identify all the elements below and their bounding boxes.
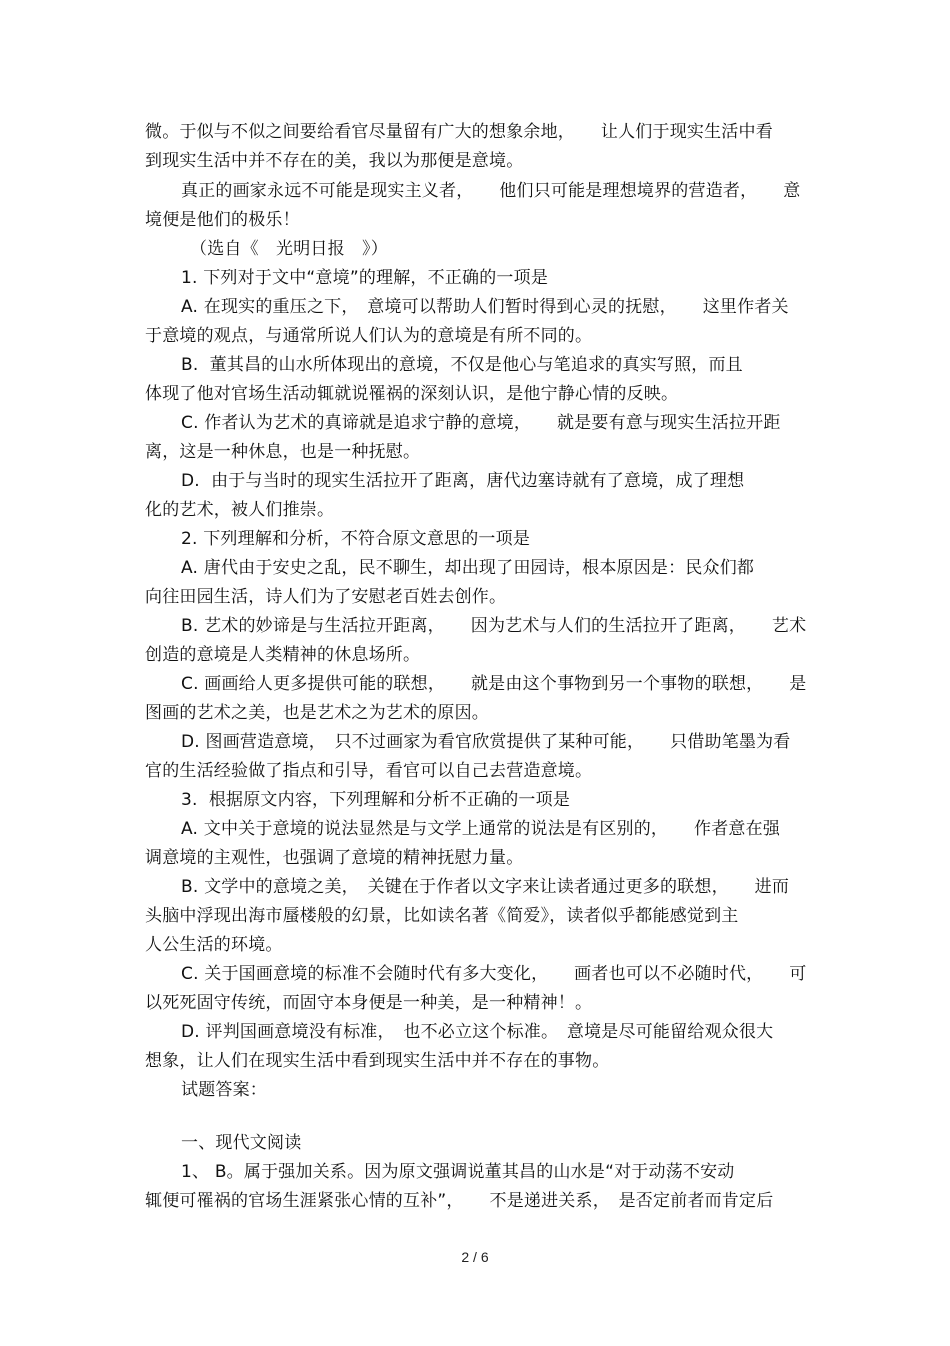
text-line: A. 文中关于意境的说法显然是与文学上通常的说法是有区别的， 作者意在强	[181, 819, 781, 839]
text-line: A. 唐代由于安史之乱，民不聊生，却出现了田园诗，根本原因是：民众们都	[181, 558, 755, 578]
text-line: 头脑中浮现出海市蜃楼般的幻景，比如读名著《简爱》，读者似乎都能感觉到主	[145, 906, 739, 926]
text-line: 体现了他对官场生活动辄就说罹祸的深刻认识，是他宁静心情的反映。	[145, 384, 679, 404]
text-line: B. 艺术的妙谛是与生活拉开距离， 因为艺术与人们的生活拉开了距离， 艺术	[181, 616, 807, 636]
text-line: 境便是他们的极乐！	[145, 210, 300, 230]
text-line: 官的生活经验做了指点和引导，看官可以自己去营造意境。	[145, 761, 593, 781]
text-line: 离，这是一种休息，也是一种抚慰。	[145, 442, 421, 462]
text-line: 于意境的观点，与通常所说人们认为的意境是有所不同的。	[145, 326, 593, 346]
text-line: 到现实生活中并不存在的美，我以为那便是意境。	[145, 151, 524, 171]
text-line: 2. 下列理解和分析，不符合原文意思的一项是	[181, 529, 531, 549]
text-line: 以死死固守传统，而固守本身便是一种美，是一种精神！。	[145, 993, 593, 1013]
text-line: C. 关于国画意境的标准不会随时代有多大变化， 画者也可以不必随时代， 可	[181, 964, 807, 984]
text-line: 辄便可罹祸的官场生涯紧张心情的互补”， 不是递进关系， 是否定前者而肯定后	[145, 1191, 774, 1211]
text-line: 创造的意境是人类精神的休息场所。	[145, 645, 421, 665]
text-line: D. 由于与当时的现实生活拉开了距离，唐代边塞诗就有了意境，成了理想	[181, 471, 745, 491]
text-line: 向往田园生活，诗人们为了安慰老百姓去创作。	[145, 587, 507, 607]
text-line: 调意境的主观性，也强调了意境的精神抚慰力量。	[145, 848, 524, 868]
page-number: 2 / 6	[461, 1249, 489, 1265]
text-line: 真正的画家永远不可能是现实主义者， 他们只可能是理想境界的营造者， 意	[181, 181, 801, 201]
text-line: （选自《 光明日报 》）	[190, 239, 388, 259]
text-line: 化的艺术，被人们推崇。	[145, 500, 335, 520]
text-line: 一、现代文阅读	[181, 1133, 302, 1153]
text-line: 人公生活的环境。	[145, 935, 283, 955]
text-line: 图画的艺术之美，也是艺术之为艺术的原因。	[145, 703, 489, 723]
text-line: 试题答案：	[181, 1080, 267, 1100]
text-line: C. 画画给人更多提供可能的联想， 就是由这个事物到另一个事物的联想， 是	[181, 674, 807, 694]
text-line: A. 在现实的重压之下， 意境可以帮助人们暂时得到心灵的抚慰， 这里作者关	[181, 297, 789, 317]
text-line: 想象，让人们在现实生活中看到现实生活中并不存在的事物。	[145, 1051, 610, 1071]
text-line: C. 作者认为艺术的真谛就是追求宁静的意境， 就是要有意与现实生活拉开距	[181, 413, 781, 433]
text-line: B. 文学中的意境之美， 关键在于作者以文字来让读者通过更多的联想， 进而	[181, 877, 790, 897]
text-line: 3. 根据原文内容，下列理解和分析不正确的一项是	[181, 790, 571, 810]
text-line: 微。于似与不似之间要给看官尽量留有广大的想象余地， 让人们于现实生活中看	[145, 122, 773, 142]
text-line: 1、 B。属于强加关系。因为原文强调说董其昌的山水是“对于动荡不安动	[181, 1162, 735, 1182]
text-line: D. 评判国画意境没有标准， 也不必立这个标准。 意境是尽可能留给观众很大	[181, 1022, 774, 1042]
text-line: D. 图画营造意境， 只不过画家为看官欣赏提供了某种可能， 只借助笔墨为看	[181, 732, 791, 752]
text-line: B. 董其昌的山水所体现出的意境，不仅是他心与笔追求的真实写照，而且	[181, 355, 743, 375]
text-line: 1. 下列对于文中“意境”的理解，不正确的一项是	[181, 268, 549, 288]
